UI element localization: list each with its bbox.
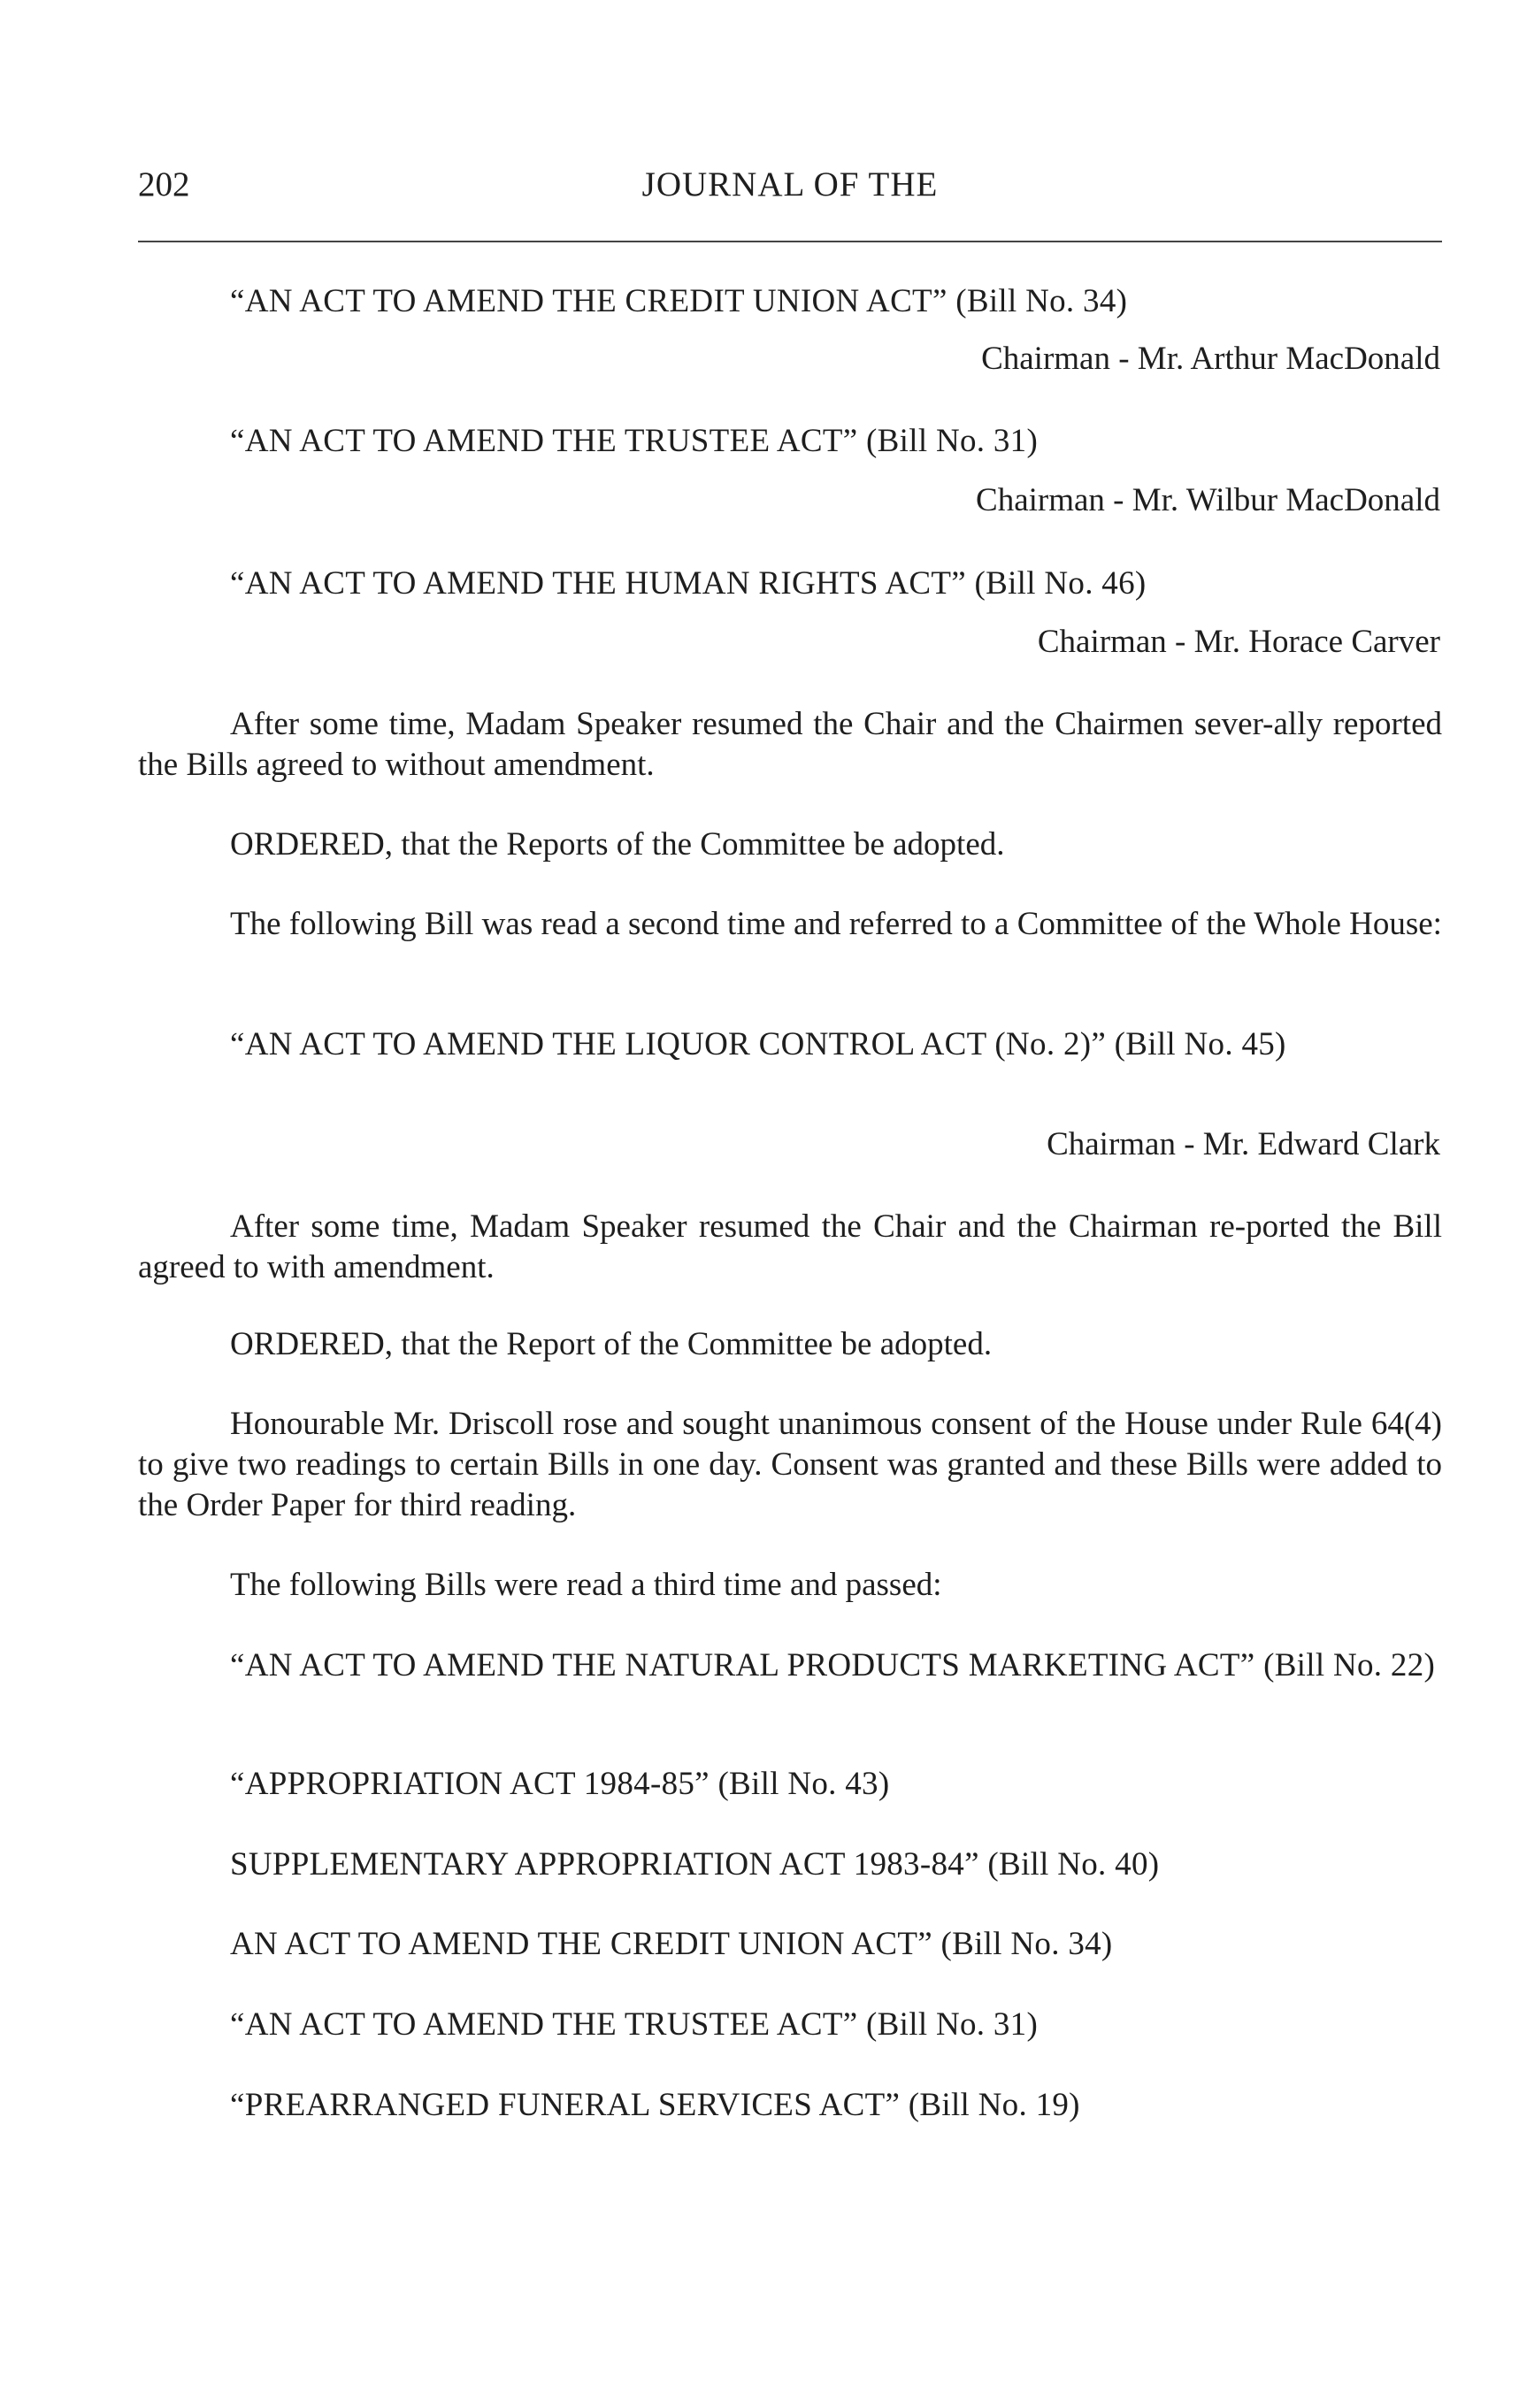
paragraph [138, 824, 1442, 865]
committee-chairman [138, 622, 1442, 663]
paragraph-text: The following Bill was read a second time and referred to a Committee of the Whole House: [230, 906, 1442, 942]
committee-chairman [138, 480, 1442, 521]
paragraph-text: The following Bills were read a third time and passed: [230, 1567, 942, 1603]
paragraph [138, 1565, 1442, 1606]
paragraph-text: ORDERED, that the Reports of the Committee be adopted. [230, 826, 1005, 863]
paragraph-text: After some time, Madam Speaker resumed the Chair and the Chairman re-ported the Bill agreed to with amendment. [138, 1208, 1442, 1285]
bill-title: “AN ACT TO AMEND THE TRUSTEE ACT” (Bill No. 31) [230, 2006, 1039, 2043]
chairman-line: Chairman - Mr. Arthur MacDonald [981, 341, 1440, 377]
chairman-line: Chairman - Mr. Horace Carver [1037, 624, 1440, 660]
chairman-line: Chairman - Mr. Edward Clark [1047, 1126, 1440, 1162]
bill-title: “AN ACT TO AMEND THE HUMAN RIGHTS ACT” (Bill No. 46) [230, 565, 1147, 602]
bill-title: “APPROPRIATION ACT 1984-85” (Bill No. 43) [230, 1766, 890, 1802]
bill-title: “AN ACT TO AMEND THE TRUSTEE ACT” (Bill No. 31) [230, 423, 1039, 459]
bill-title: AN ACT TO AMEND THE CREDIT UNION ACT” (Bill No. 34) [230, 1926, 1113, 1962]
page-number: 202 [138, 165, 190, 203]
paragraph [138, 904, 1442, 945]
bill-title: “PREARRANGED FUNERAL SERVICES ACT” (Bill No. 19) [230, 2087, 1080, 2123]
bill-title: “AN ACT TO AMEND THE CREDIT UNION ACT” (Bill No. 34) [230, 283, 1128, 319]
paragraph [138, 1207, 1442, 1288]
bill-title: “AN ACT TO AMEND THE LIQUOR CONTROL ACT (No. 2)” (Bill No. 45) [230, 1026, 1286, 1062]
paragraph [138, 1404, 1442, 1526]
paragraph-text: ORDERED, that the Report of the Committee be adopted. [230, 1326, 993, 1362]
paragraph-text: After some time, Madam Speaker resumed the Chair and the Chairmen sever-ally reported the Bills agreed to without amendment. [138, 706, 1442, 783]
paragraph [138, 704, 1442, 786]
running-head: JOURNAL OF THE [641, 165, 939, 203]
third-reading-bill [138, 2085, 1442, 2126]
committee-bill [138, 281, 1442, 322]
bill-title: SUPPLEMENTARY APPROPRIATION ACT 1983-84” (Bill No. 40) [230, 1846, 1160, 1883]
chairman-line: Chairman - Mr. Wilbur MacDonald [976, 482, 1440, 518]
committee-chairman [138, 339, 1442, 380]
bill-title: “AN ACT TO AMEND THE NATURAL PRODUCTS MARKETING ACT” (Bill No. 22) [230, 1647, 1436, 1683]
page-header [138, 165, 1442, 209]
third-reading-bill [138, 1645, 1442, 1686]
committee-bill [138, 421, 1442, 462]
paragraph [138, 1324, 1442, 1365]
third-reading-bill [138, 1764, 1442, 1805]
third-reading-bill [138, 2005, 1442, 2045]
third-reading-bill [138, 1924, 1442, 1965]
liquor-bill [138, 1024, 1442, 1065]
committee-bill [138, 564, 1442, 604]
liquor-bill-chairman [138, 1124, 1442, 1165]
header-rule [138, 241, 1442, 242]
paragraph-text: Honourable Mr. Driscoll rose and sought unanimous consent of the House under Rule 64(4) to give two readings to certain Bills in one day. Consent was granted and these Bills were added to the Order Paper for third reading. [138, 1406, 1442, 1523]
third-reading-bill [138, 1844, 1442, 1885]
